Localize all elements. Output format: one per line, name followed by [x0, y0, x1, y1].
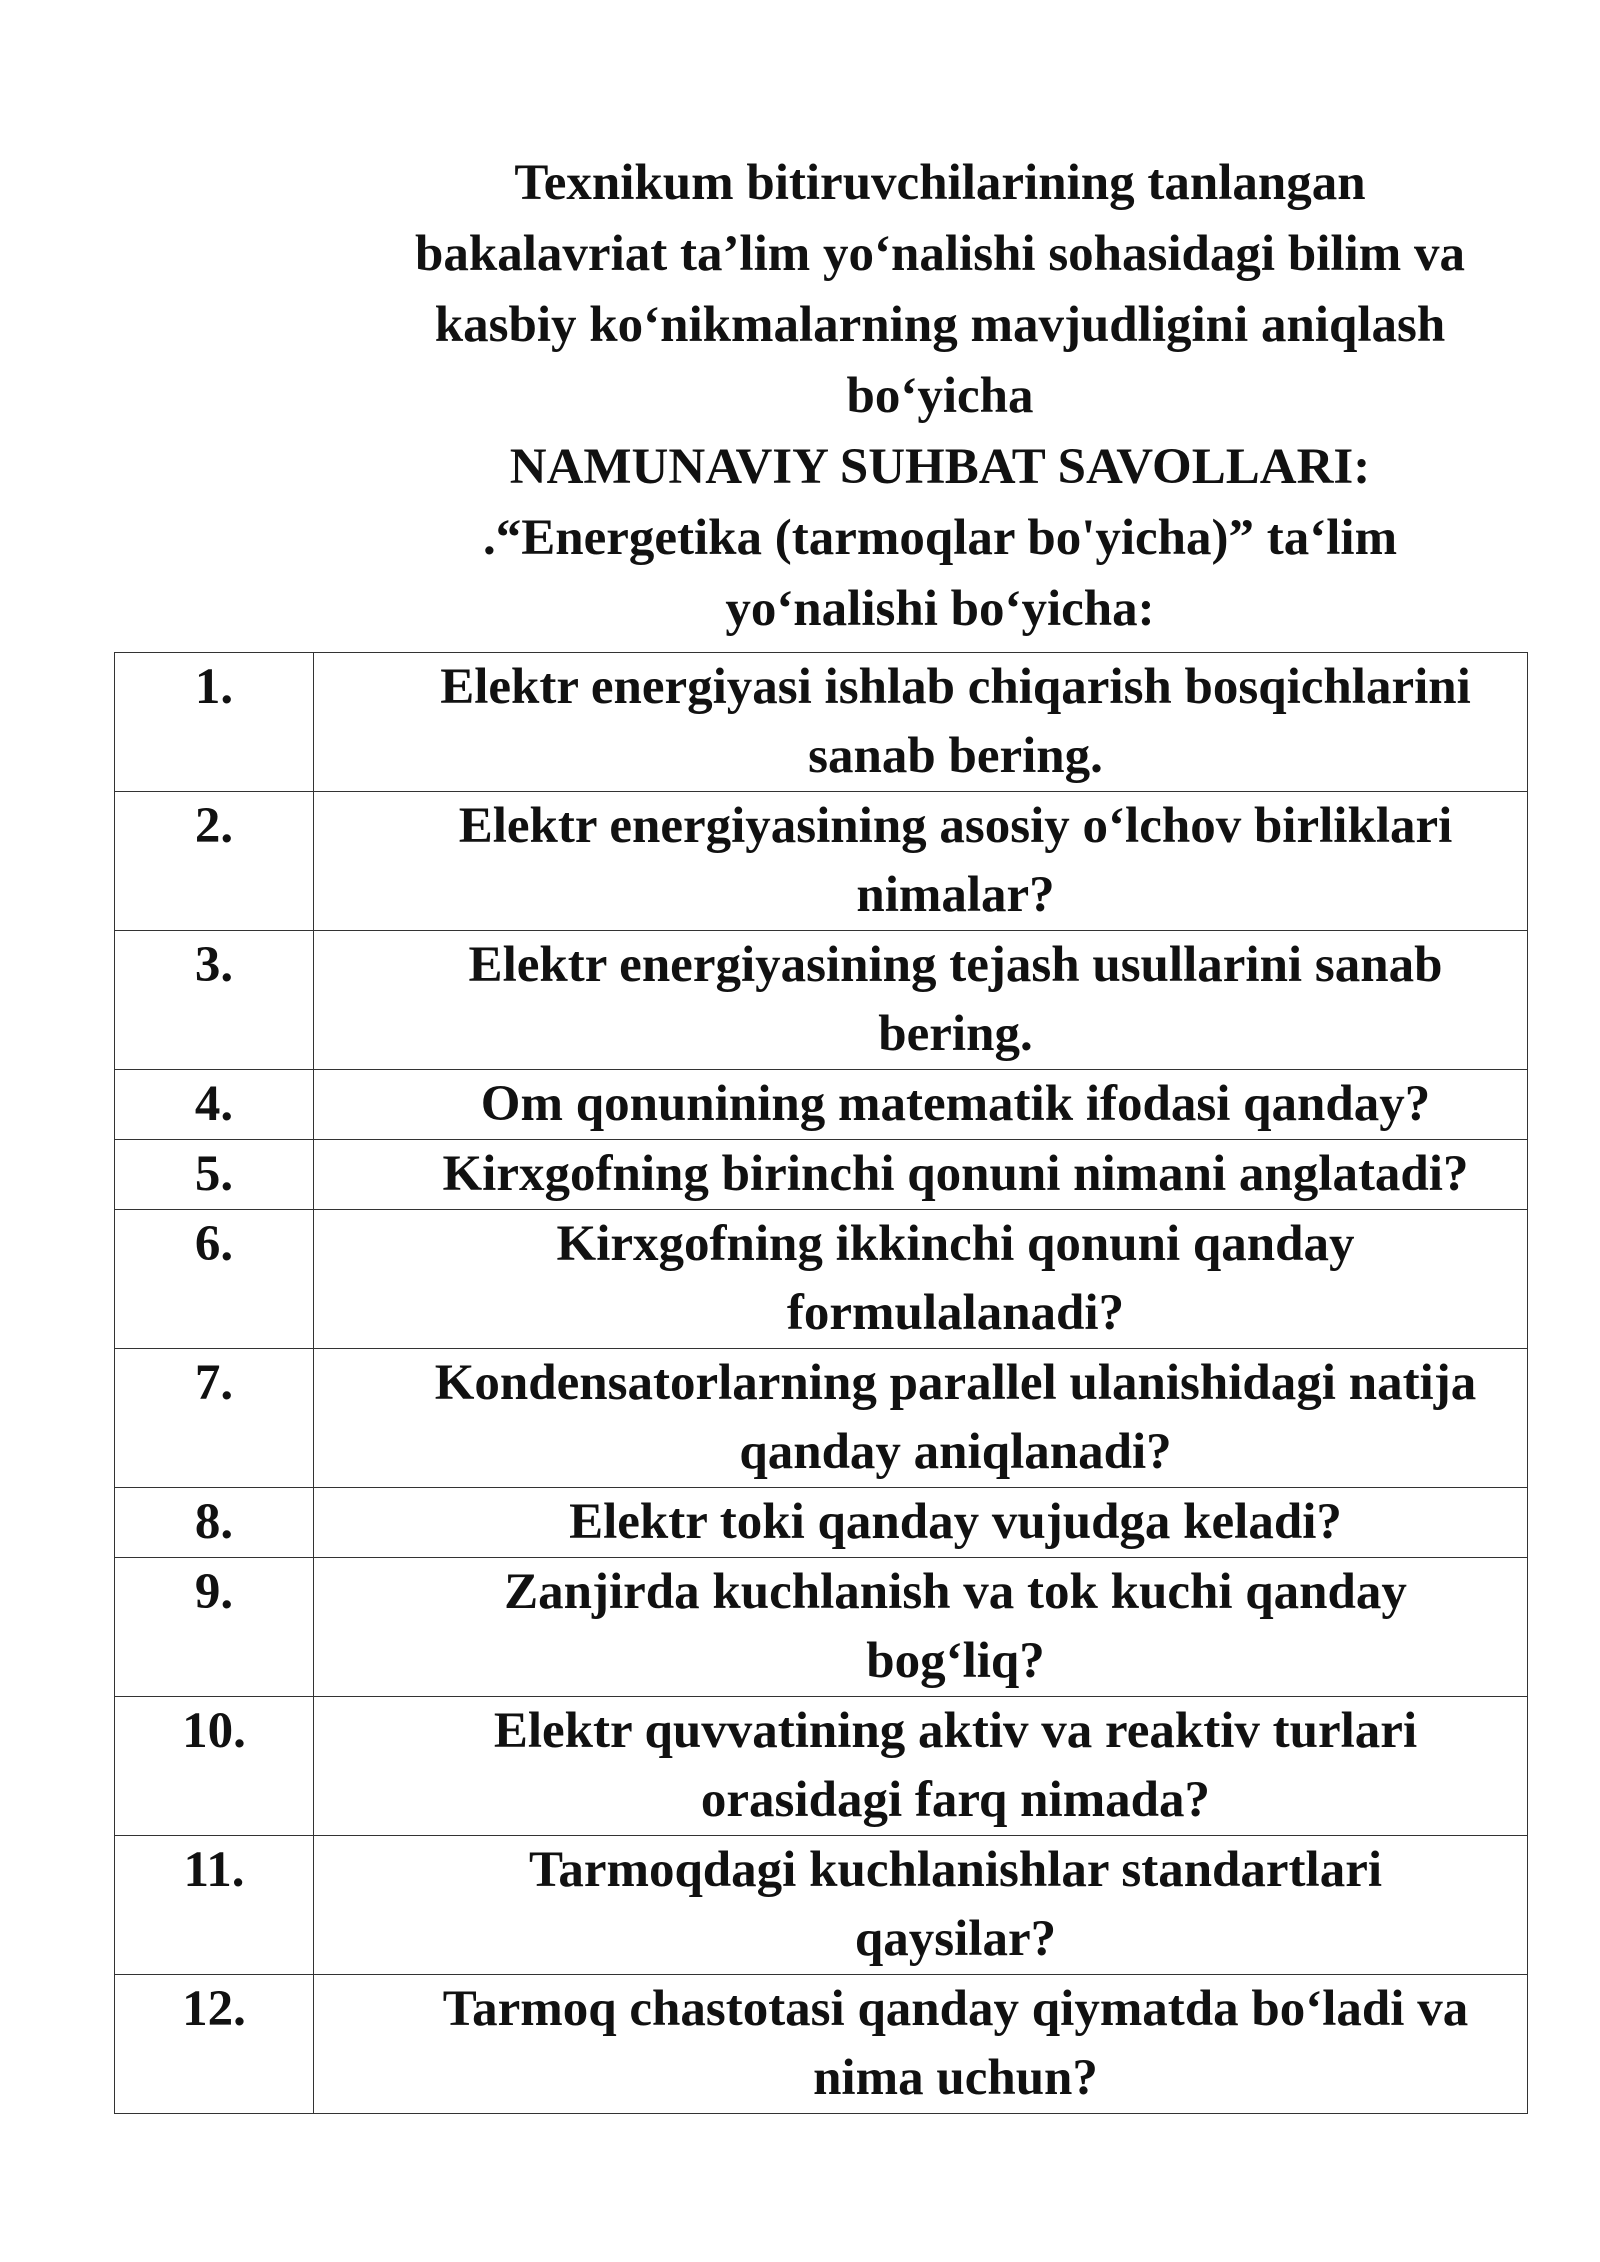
question-text — [314, 1836, 1528, 1975]
question-number: 1. — [115, 653, 314, 792]
heading-line-7: yo‘nalishi bo‘yicha: — [725, 581, 1155, 637]
question-number: 11. — [115, 1836, 314, 1975]
question-text — [314, 1558, 1528, 1697]
question-text — [314, 1488, 1528, 1558]
table-row — [115, 1558, 1528, 1697]
heading-line-3: kasbiy ko‘nikmalarning mavjudligini aniqlash — [434, 297, 1446, 353]
question-number: 2. — [115, 792, 314, 931]
questions-table — [114, 652, 1528, 2114]
question-text-line: qaysilar? — [854, 1911, 1057, 1967]
question-text — [314, 653, 1528, 792]
question-number: 10. — [115, 1697, 314, 1836]
document-heading — [340, 148, 1540, 645]
question-text-line: Elektr quvvatining aktiv va reaktiv turlari — [493, 1703, 1418, 1759]
question-text — [314, 1975, 1528, 2114]
question-text-line: Tarmoq chastotasi qanday qiymatda bo‘ladi va — [442, 1981, 1469, 2037]
question-text-line: qanday aniqlanadi? — [739, 1424, 1172, 1480]
table-row — [115, 1697, 1528, 1836]
table-row — [115, 1349, 1528, 1488]
question-text-line: Elektr energiyasi ishlab chiqarish bosqichlarini — [440, 659, 1471, 715]
question-text-line: Kirxgofning birinchi qonuni nimani anglatadi? — [442, 1146, 1469, 1202]
question-number: 5. — [115, 1140, 314, 1210]
question-text-line: Tarmoqdagi kuchlanishlar standartlari — [528, 1842, 1383, 1898]
table-row — [115, 653, 1528, 792]
table-row — [115, 792, 1528, 931]
question-text — [314, 1697, 1528, 1836]
question-text-line: nima uchun? — [813, 2050, 1098, 2106]
table-row — [115, 931, 1528, 1070]
question-text-line: Elektr energiyasining asosiy o‘lchov birliklari — [458, 798, 1453, 854]
question-text-line: bog‘liq? — [866, 1633, 1045, 1689]
question-text — [314, 931, 1528, 1070]
question-number: 3. — [115, 931, 314, 1070]
table-row — [115, 1488, 1528, 1558]
question-text-line: nimalar? — [856, 867, 1055, 923]
question-text — [314, 1140, 1528, 1210]
question-text-line: Kondensatorlarning parallel ulanishidagi natija — [434, 1355, 1477, 1411]
question-text — [314, 1070, 1528, 1140]
question-text-line: Om qonunining matematik ifodasi qanday? — [480, 1076, 1431, 1132]
question-text-line: orasidagi farq nimada? — [700, 1772, 1211, 1828]
question-number: 4. — [115, 1070, 314, 1140]
table-row — [115, 1975, 1528, 2114]
heading-line-4: bo‘yicha — [846, 368, 1034, 424]
heading-line-2: bakalavriat ta’lim yo‘nalishi sohasidagi bilim va — [415, 226, 1465, 282]
question-text — [314, 792, 1528, 931]
table-row — [115, 1210, 1528, 1349]
question-text-line: Elektr toki qanday vujudga keladi? — [569, 1494, 1342, 1550]
question-text-line: Kirxgofning ikkinchi qonuni qanday — [556, 1216, 1355, 1272]
question-text-line: sanab bering. — [808, 728, 1103, 784]
heading-line-6: .“Energetika (tarmoqlar bo'yicha)” ta‘lim — [482, 510, 1398, 566]
table-row — [115, 1070, 1528, 1140]
question-text-line: Elektr energiyasining tejash usullarini sanab — [468, 937, 1443, 993]
heading-title: NAMUNAVIY SUHBAT SAVOLLARI: — [509, 439, 1371, 495]
question-number: 6. — [115, 1210, 314, 1349]
heading-line-1: Texnikum bitiruvchilarining tanlangan — [514, 155, 1366, 211]
questions-table-body — [115, 653, 1528, 2114]
question-number: 12. — [115, 1975, 314, 2114]
table-row — [115, 1140, 1528, 1210]
question-text-line: Zanjirda kuchlanish va tok kuchi qanday — [504, 1564, 1407, 1620]
question-text — [314, 1210, 1528, 1349]
question-text-line: bering. — [878, 1006, 1033, 1062]
question-text-line: formulalanadi? — [786, 1285, 1125, 1341]
question-number: 7. — [115, 1349, 314, 1488]
question-text — [314, 1349, 1528, 1488]
question-number: 9. — [115, 1558, 314, 1697]
question-number: 8. — [115, 1488, 314, 1558]
table-row — [115, 1836, 1528, 1975]
